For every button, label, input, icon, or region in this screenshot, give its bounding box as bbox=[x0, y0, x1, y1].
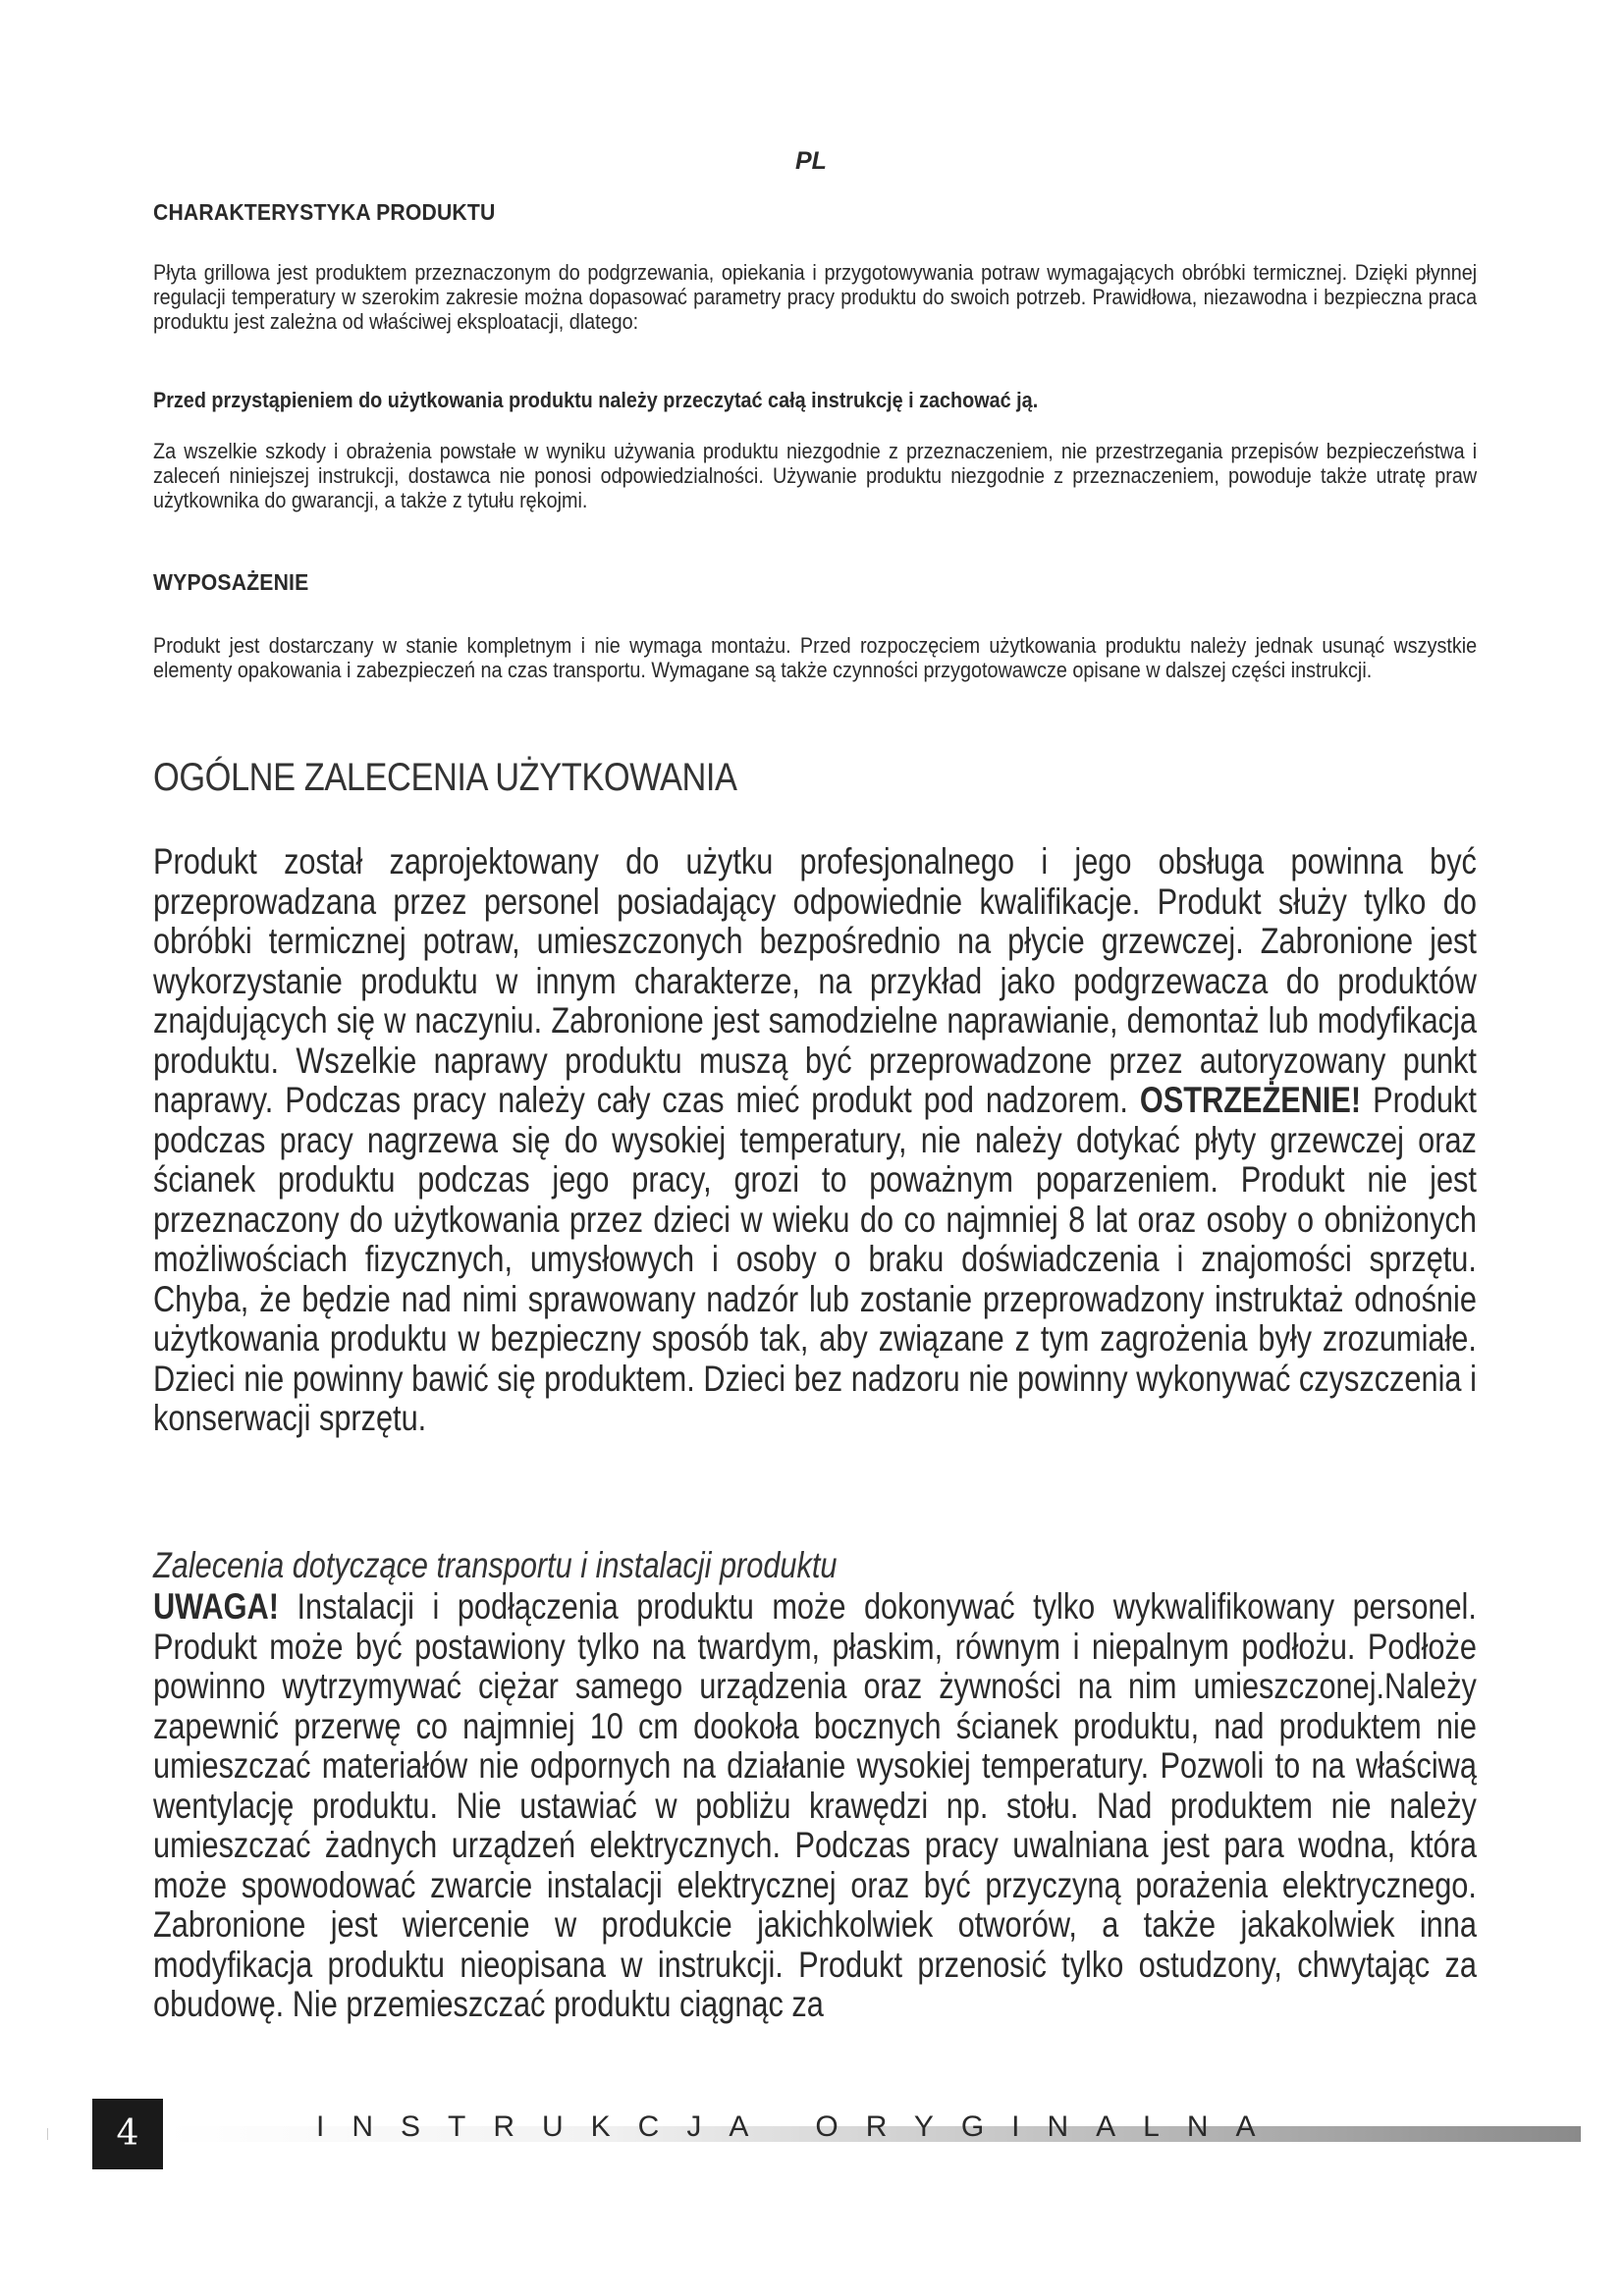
paragraph: Produkt jest dostarczany w stanie kompletnym i nie wymaga montażu. Przed rozpoczęciem użytkowania produktu należy jednak usunąć wszystkie elementy opakowania i zabezpieczeń na czas transportu. Wymagane są także czynności przygotowawcze opisane w dalszej części instrukcji. bbox=[153, 633, 1478, 682]
section-title: CHARAKTERYSTYKA PRODUKTU bbox=[153, 199, 496, 225]
paragraph bbox=[153, 1587, 1477, 2025]
read-instructions-notice bbox=[153, 388, 1477, 413]
paragraph-part: Produkt został zaprojektowany do użytku profesjonalnego i jego obsługa powinna być przeprowadzana przez personel posiadający odpowiednie kwalifikacje. Produkt służy tylko do obróbki termicznej potraw, umieszczonych bezpośrednio na płycie grzewczej. Zabronione jest wykorzystanie produktu w innym charakterze, na przykład jako podgrzewacza do produktów znajdujących się w naczyniu. Zabronione jest samodzielne naprawianie, demontaż lub modyfikacja produktu. Wszelkie naprawy produktu muszą być przeprowadzone przez autoryzowany punkt naprawy. Podczas pracy należy cały czas mieć produkt pod nadzorem. bbox=[153, 841, 1477, 1120]
language-marker: PL bbox=[795, 147, 827, 175]
margin-mark bbox=[47, 2128, 48, 2140]
section-transport-installation bbox=[153, 1545, 1477, 1586]
liability-paragraph bbox=[153, 439, 1477, 512]
warning-label: OSTRZEŻENIE! bbox=[1139, 1080, 1362, 1120]
paragraph-part: Instalacji i podłączenia produktu może dokonywać tylko wykwalifikowany personel. Produkt może być postawiony tylko na twardym, płaskim, równym i niepalnym podłożu. Podłoże powinno wytrzymywać ciężar samego urządzenia oraz żywności na nim umieszczonej.Należy zapewnić przerwę co najmniej 10 cm dookoła bocznych ścianek produktu, nad produktem nie umieszczać materiałów nie odpornych na działanie wysokiej temperatury. Pozwoli to na właściwą wentylację produktu. Nie ustawiać w pobliżu krawędzi np. stołu. Nad produktem nie należy umieszczać żadnych urządzeń elektrycznych. Podczas pracy uwalniana jest para wodna, która może spowodować zwarcie instalacji elektrycznej oraz być przyczyną porażenia elektrycznego. Zabronione jest wiercenie w produkcie jakichkolwiek otworów, a także jakakolwiek inna modyfikacja produktu nieopisana w instrukcji. Produkt przenosić tylko ostudzony, chwytając za obudowę. Nie przemieszczać produktu ciągnąc za bbox=[153, 1586, 1477, 2024]
footer-word: INSTRUKCJA bbox=[316, 2110, 777, 2143]
paragraph: Płyta grillowa jest produktem przeznaczonym do podgrzewania, opiekania i przygotowywania potraw wymagających obróbki termicznej. Dzięki płynnej regulacji temperatury w szerokim zakresie można dopasować parametry pracy produktu do swoich potrzeb. Prawidłowa, niezawodna i bezpieczna praca produktu jest zależna od właściwej eksploatacji, dlatego: bbox=[153, 260, 1478, 334]
section-product-characteristics bbox=[153, 199, 1477, 226]
page-number: 4 bbox=[92, 2099, 163, 2169]
section-title: OGÓLNE ZALECENIA UŻYTKOWANIA bbox=[153, 756, 737, 799]
paragraph: Za wszelkie szkody i obrażenia powstałe w wyniku używania produktu niezgodnie z przeznaczeniem, nie przestrzegania przepisów bezpieczeństwa i zaleceń niniejszej instrukcji, dostawca nie ponosi odpowiedzialności. Używanie produktu niezgodnie z przeznaczeniem, powoduje także utratę praw użytkownika do gwarancji, a także z tytułu rękojmi. bbox=[153, 439, 1478, 512]
paragraph bbox=[153, 842, 1477, 1439]
footer-word: ORYGINALNA bbox=[815, 2110, 1283, 2143]
footer-title bbox=[316, 2110, 1283, 2144]
paragraph-part: Produkt podczas pracy nagrzewa się do wysokiej temperatury, nie należy dotykać płyty grzewczej oraz ścianek produktu podczas jego pracy, grozi to poważnym poparzeniem. Produkt nie jest przeznaczony do użytkowania przez dzieci w wieku do co najmniej 8 lat oraz osoby o obniżonych możliwościach fizycznych, umysłowych i osoby o braku doświadczenia i znajomości sprzętu. Chyba, że będzie nad nimi sprawowany nadzór lub zostanie przeprowadzony instruktaż odnośnie użytkowania produktu w bezpieczny sposób tak, aby związane z tym zagrożenia były zrozumiałe. Dzieci nie powinny bawić się produktem. Dzieci bez nadzoru nie powinny wykonywać czyszczenia i konserwacji sprzętu. bbox=[153, 1080, 1477, 1438]
section-general-usage bbox=[153, 756, 1477, 800]
section-title: WYPOSAŻENIE bbox=[153, 569, 309, 595]
product-description bbox=[153, 260, 1477, 334]
caution-label: UWAGA! bbox=[153, 1586, 279, 1627]
equipment-paragraph bbox=[153, 633, 1477, 682]
bold-notice: Przed przystąpieniem do użytkowania produktu należy przeczytać całą instrukcję i zachować ją. bbox=[153, 388, 1039, 412]
general-usage-body bbox=[153, 842, 1477, 1439]
transport-body bbox=[153, 1587, 1477, 2025]
section-title: Zalecenia dotyczące transportu i instalacji produktu bbox=[153, 1545, 838, 1585]
section-equipment bbox=[153, 569, 1477, 596]
